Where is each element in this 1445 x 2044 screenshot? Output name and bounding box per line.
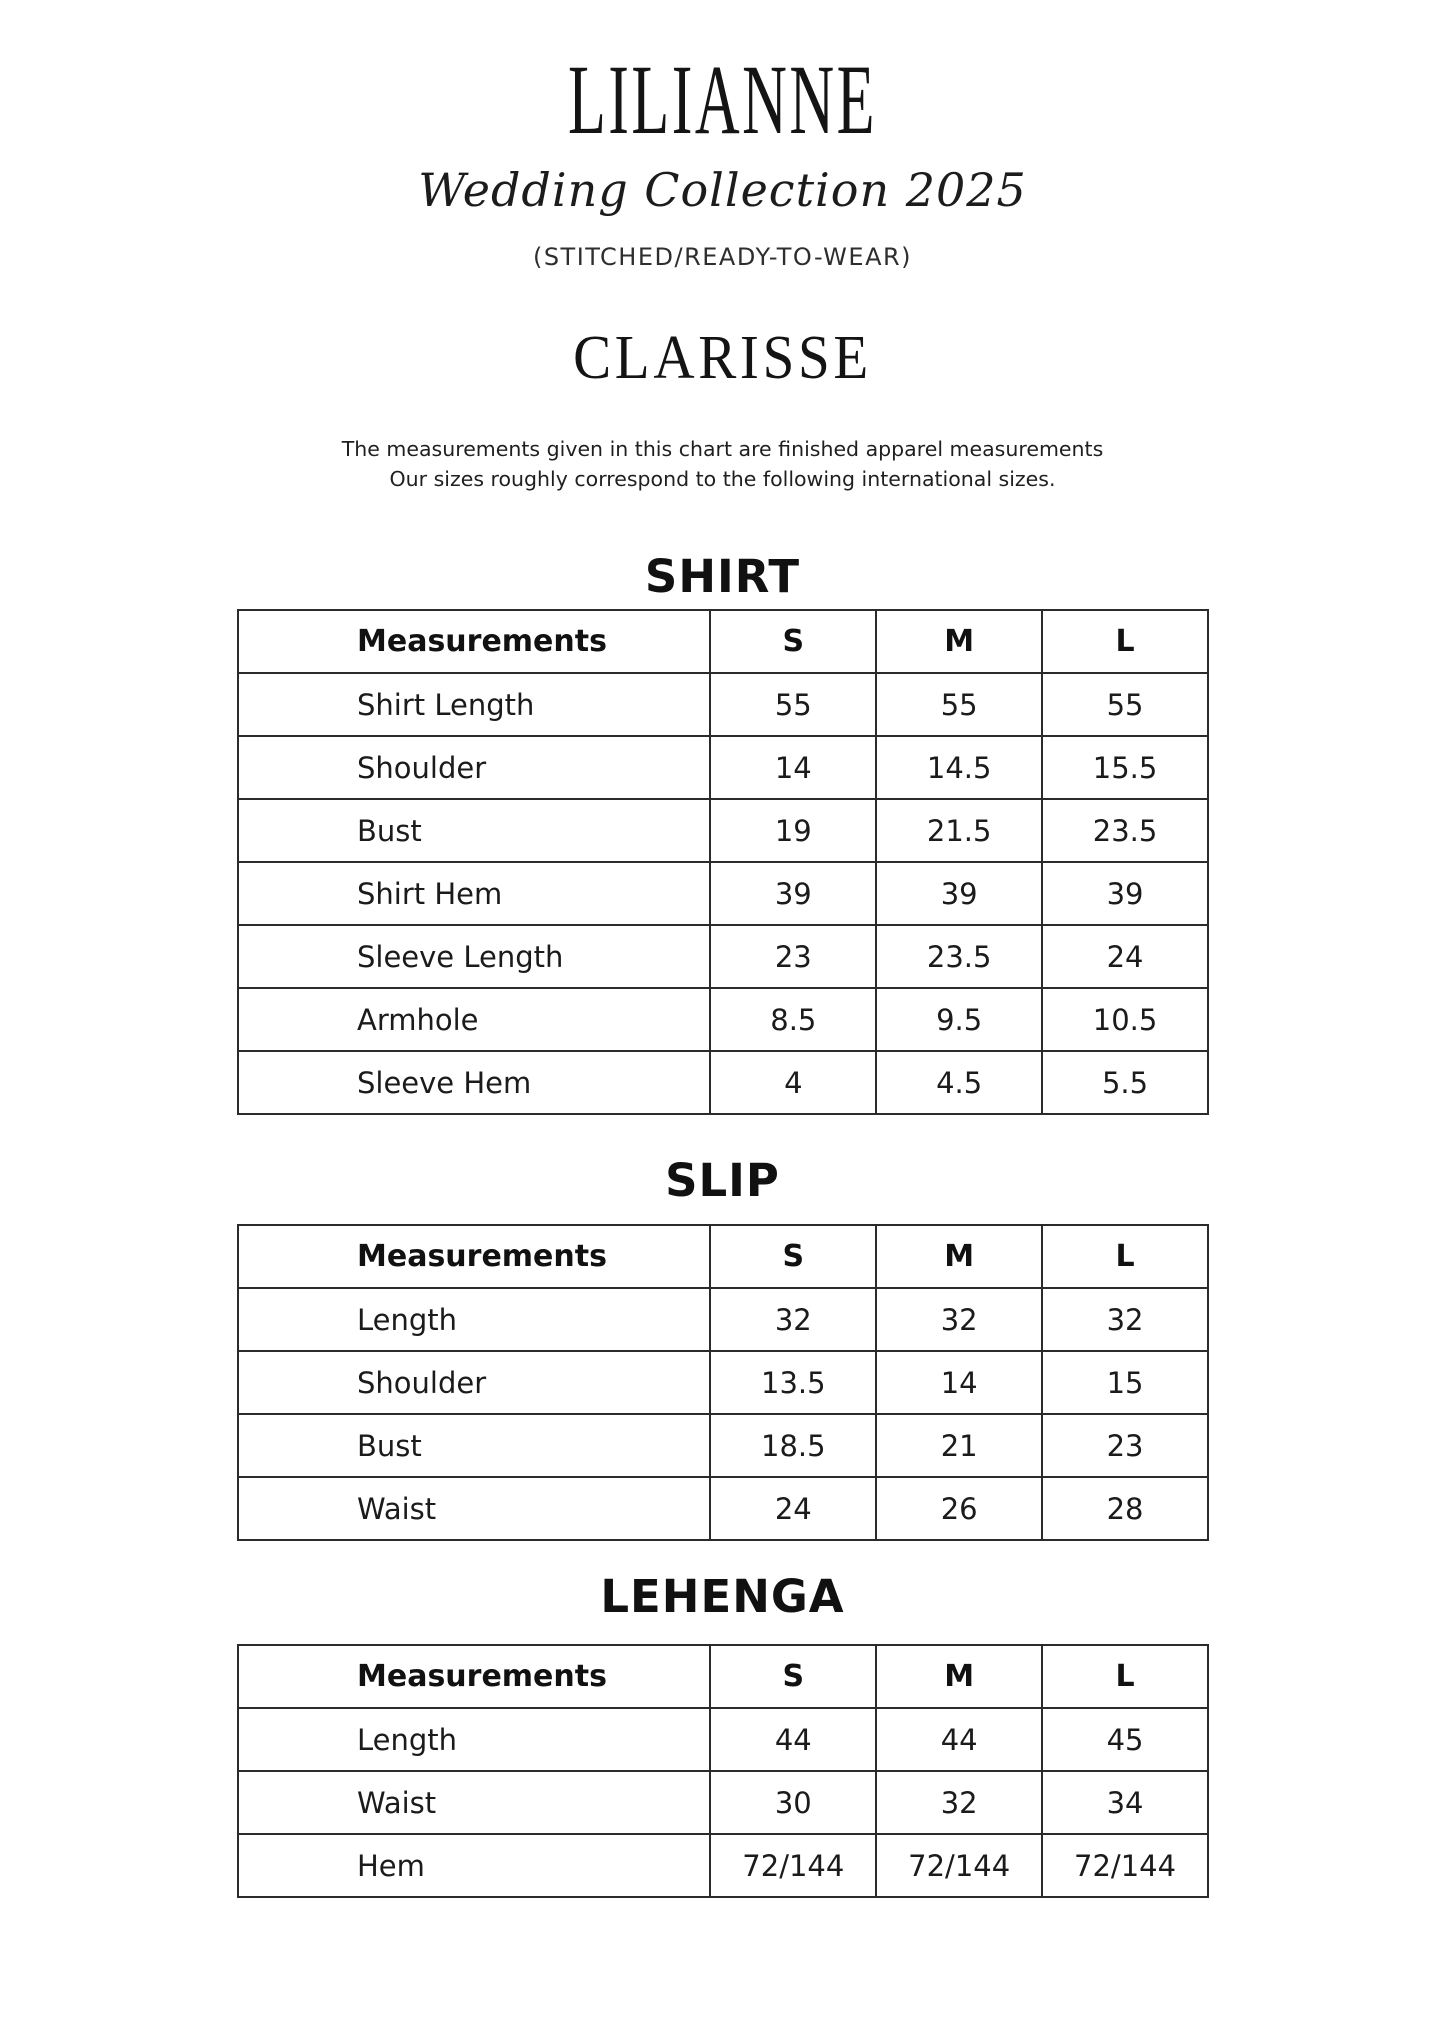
lehenga-size-table bbox=[237, 1644, 1209, 1898]
value-l: 5.5 bbox=[1042, 1051, 1208, 1114]
measurement-note bbox=[0, 434, 1445, 494]
value-s: 18.5 bbox=[710, 1414, 876, 1477]
value-m: 4.5 bbox=[876, 1051, 1042, 1114]
table-row bbox=[238, 673, 1208, 736]
value-s: 39 bbox=[710, 862, 876, 925]
value-m: 32 bbox=[876, 1288, 1042, 1351]
value-m: 39 bbox=[876, 862, 1042, 925]
row-label: Shoulder bbox=[238, 1351, 710, 1414]
value-s: 4 bbox=[710, 1051, 876, 1114]
value-m: 23.5 bbox=[876, 925, 1042, 988]
value-m: 14.5 bbox=[876, 736, 1042, 799]
value-m: 26 bbox=[876, 1477, 1042, 1540]
column-header-measurements: Measurements bbox=[238, 1225, 710, 1288]
value-s: 55 bbox=[710, 673, 876, 736]
column-header-m: M bbox=[876, 1225, 1042, 1288]
row-label: Waist bbox=[238, 1477, 710, 1540]
table-row bbox=[238, 1051, 1208, 1114]
table-row bbox=[238, 1834, 1208, 1897]
table-row bbox=[238, 799, 1208, 862]
row-label: Bust bbox=[238, 799, 710, 862]
table-header-row bbox=[238, 610, 1208, 673]
column-header-s: S bbox=[710, 1645, 876, 1708]
value-l: 15.5 bbox=[1042, 736, 1208, 799]
section-title-shirt: SHIRT bbox=[644, 550, 801, 603]
table-row bbox=[238, 736, 1208, 799]
table-row bbox=[238, 1351, 1208, 1414]
value-s: 30 bbox=[710, 1771, 876, 1834]
value-l: 28 bbox=[1042, 1477, 1208, 1540]
shirt-size-table bbox=[237, 609, 1209, 1115]
value-l: 34 bbox=[1042, 1771, 1208, 1834]
value-s: 8.5 bbox=[710, 988, 876, 1051]
row-label: Sleeve Hem bbox=[238, 1051, 710, 1114]
value-s: 72/144 bbox=[710, 1834, 876, 1897]
section-title-lehenga: LEHENGA bbox=[600, 1570, 845, 1623]
value-l: 24 bbox=[1042, 925, 1208, 988]
table-row bbox=[238, 1414, 1208, 1477]
row-label: Hem bbox=[238, 1834, 710, 1897]
value-s: 32 bbox=[710, 1288, 876, 1351]
row-label: Bust bbox=[238, 1414, 710, 1477]
row-label: Waist bbox=[238, 1771, 710, 1834]
value-m: 32 bbox=[876, 1771, 1042, 1834]
value-m: 21.5 bbox=[876, 799, 1042, 862]
column-header-measurements: Measurements bbox=[238, 1645, 710, 1708]
value-m: 44 bbox=[876, 1708, 1042, 1771]
row-label: Length bbox=[238, 1708, 710, 1771]
value-s: 23 bbox=[710, 925, 876, 988]
column-header-m: M bbox=[876, 610, 1042, 673]
value-s: 19 bbox=[710, 799, 876, 862]
value-s: 14 bbox=[710, 736, 876, 799]
table-row bbox=[238, 925, 1208, 988]
value-l: 23 bbox=[1042, 1414, 1208, 1477]
measurement-note-line2: Our sizes roughly correspond to the following international sizes. bbox=[389, 467, 1056, 491]
table-row bbox=[238, 1477, 1208, 1540]
collection-script-title: Wedding Collection 2025 bbox=[418, 163, 1027, 217]
slip-size-table bbox=[237, 1224, 1209, 1541]
value-l: 32 bbox=[1042, 1288, 1208, 1351]
column-header-l: L bbox=[1042, 1645, 1208, 1708]
row-label: Length bbox=[238, 1288, 710, 1351]
column-header-s: S bbox=[710, 610, 876, 673]
table-row bbox=[238, 988, 1208, 1051]
value-l: 45 bbox=[1042, 1708, 1208, 1771]
value-l: 23.5 bbox=[1042, 799, 1208, 862]
table-row bbox=[238, 1771, 1208, 1834]
value-m: 55 bbox=[876, 673, 1042, 736]
row-label: Shirt Length bbox=[238, 673, 710, 736]
value-m: 9.5 bbox=[876, 988, 1042, 1051]
table-row bbox=[238, 1708, 1208, 1771]
row-label: Armhole bbox=[238, 988, 710, 1051]
column-header-l: L bbox=[1042, 610, 1208, 673]
brand-wordmark: LILIANNE bbox=[567, 44, 878, 155]
value-m: 72/144 bbox=[876, 1834, 1042, 1897]
style-name-title: CLARISSE bbox=[573, 324, 872, 392]
table-header-row bbox=[238, 1645, 1208, 1708]
value-l: 10.5 bbox=[1042, 988, 1208, 1051]
table-header-row bbox=[238, 1225, 1208, 1288]
row-label: Shoulder bbox=[238, 736, 710, 799]
column-header-s: S bbox=[710, 1225, 876, 1288]
value-m: 21 bbox=[876, 1414, 1042, 1477]
section-title-slip: SLIP bbox=[665, 1154, 780, 1207]
column-header-l: L bbox=[1042, 1225, 1208, 1288]
value-s: 44 bbox=[710, 1708, 876, 1771]
column-header-measurements: Measurements bbox=[238, 610, 710, 673]
value-m: 14 bbox=[876, 1351, 1042, 1414]
stitched-ready-to-wear-label: (STITCHED/READY-TO-WEAR) bbox=[532, 243, 913, 271]
table-row bbox=[238, 1288, 1208, 1351]
value-l: 39 bbox=[1042, 862, 1208, 925]
value-l: 15 bbox=[1042, 1351, 1208, 1414]
value-s: 24 bbox=[710, 1477, 876, 1540]
measurement-note-line1: The measurements given in this chart are finished apparel measurements bbox=[341, 437, 1104, 461]
column-header-m: M bbox=[876, 1645, 1042, 1708]
value-l: 72/144 bbox=[1042, 1834, 1208, 1897]
table-row bbox=[238, 862, 1208, 925]
row-label: Sleeve Length bbox=[238, 925, 710, 988]
row-label: Shirt Hem bbox=[238, 862, 710, 925]
value-s: 13.5 bbox=[710, 1351, 876, 1414]
value-l: 55 bbox=[1042, 673, 1208, 736]
